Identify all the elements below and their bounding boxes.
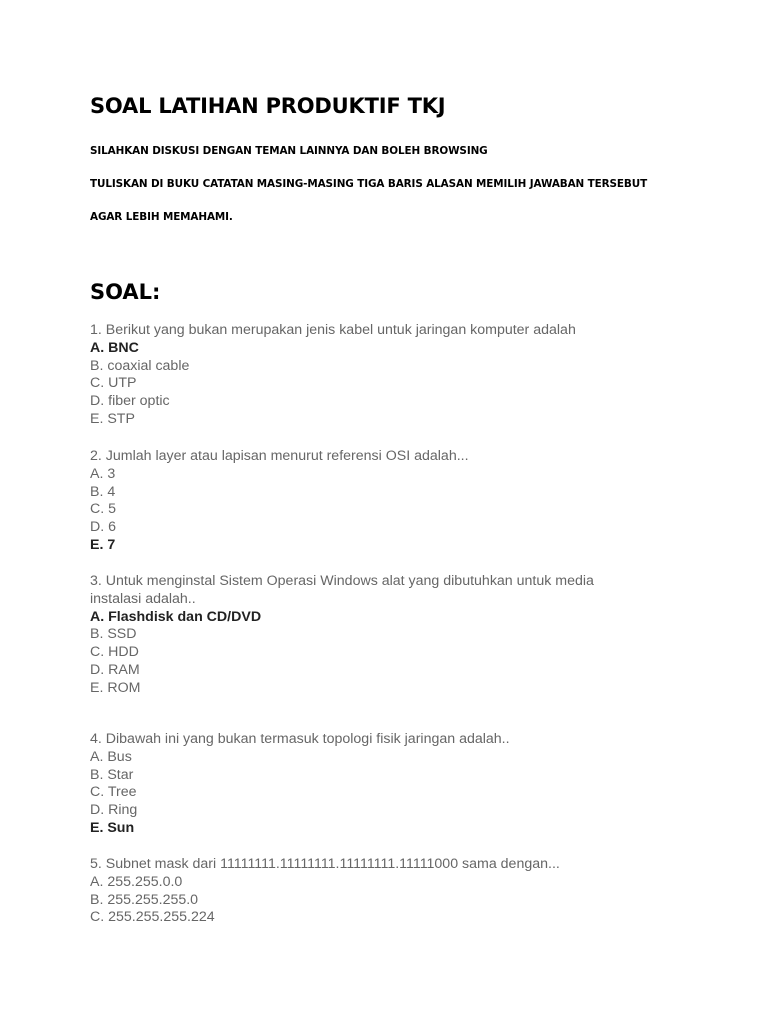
question-1 <box>90 322 650 429</box>
answer-option: E. STP <box>90 410 135 427</box>
answer-option-correct: A. Flashdisk dan CD/DVD <box>90 608 262 625</box>
answer-option: D. Ring <box>90 802 138 819</box>
answer-option: B. Star <box>90 766 134 783</box>
section-heading: SOAL: <box>90 280 161 304</box>
question-5 <box>90 856 650 927</box>
answer-option: C. 5 <box>90 501 117 518</box>
answer-option: B. 4 <box>90 483 116 500</box>
answer-option: A. Bus <box>90 748 132 765</box>
instruction-line-3: AGAR LEBIH MEMAHAMI. <box>90 211 233 223</box>
answer-option-correct: A. BNC <box>90 339 139 356</box>
answer-option: C. 255.255.255.224 <box>90 909 215 926</box>
answer-option: E. ROM <box>90 679 141 696</box>
answer-option: C. HDD <box>90 644 139 661</box>
answer-option: A. 3 <box>90 465 116 482</box>
question-text: 5. Subnet mask dari 11111111.11111111.11111111.11111000 sama dengan... <box>90 856 560 872</box>
answer-option-correct: E. 7 <box>90 536 116 553</box>
question-text: 2. Jumlah layer atau lapisan menurut referensi OSI adalah... <box>90 448 469 464</box>
page-title: SOAL LATIHAN PRODUKTIF TKJ <box>90 94 446 118</box>
answer-option: B. 255.255.255.0 <box>90 891 199 908</box>
answer-option: C. Tree <box>90 784 137 801</box>
question-text: instalasi adalah.. <box>90 590 196 607</box>
question-text: 3. Untuk menginstal Sistem Operasi Windows alat yang dibutuhkan untuk media <box>90 573 594 589</box>
answer-option-correct: E. Sun <box>90 819 135 836</box>
answer-option: D. fiber optic <box>90 393 170 410</box>
answer-option: B. coaxial cable <box>90 357 190 374</box>
question-text: 1. Berikut yang bukan merupakan jenis kabel untuk jaringan komputer adalah <box>90 322 576 338</box>
answer-option: A. 255.255.0.0 <box>90 873 183 890</box>
answer-option: B. SSD <box>90 626 137 643</box>
answer-option: D. 6 <box>90 519 117 536</box>
instruction-line-2: TULISKAN DI BUKU CATATAN MASING-MASING TIGA BARIS ALASAN MEMILIH JAWABAN TERSEBUT <box>90 178 648 190</box>
question-3 <box>90 573 650 698</box>
answer-option: C. UTP <box>90 375 137 392</box>
question-2 <box>90 448 650 555</box>
question-text: 4. Dibawah ini yang bukan termasuk topologi fisik jaringan adalah.. <box>90 731 510 747</box>
answer-option: D. RAM <box>90 661 140 678</box>
question-4 <box>90 731 650 838</box>
instruction-line-1: SILAHKAN DISKUSI DENGAN TEMAN LAINNYA DAN BOLEH BROWSING <box>90 145 488 157</box>
